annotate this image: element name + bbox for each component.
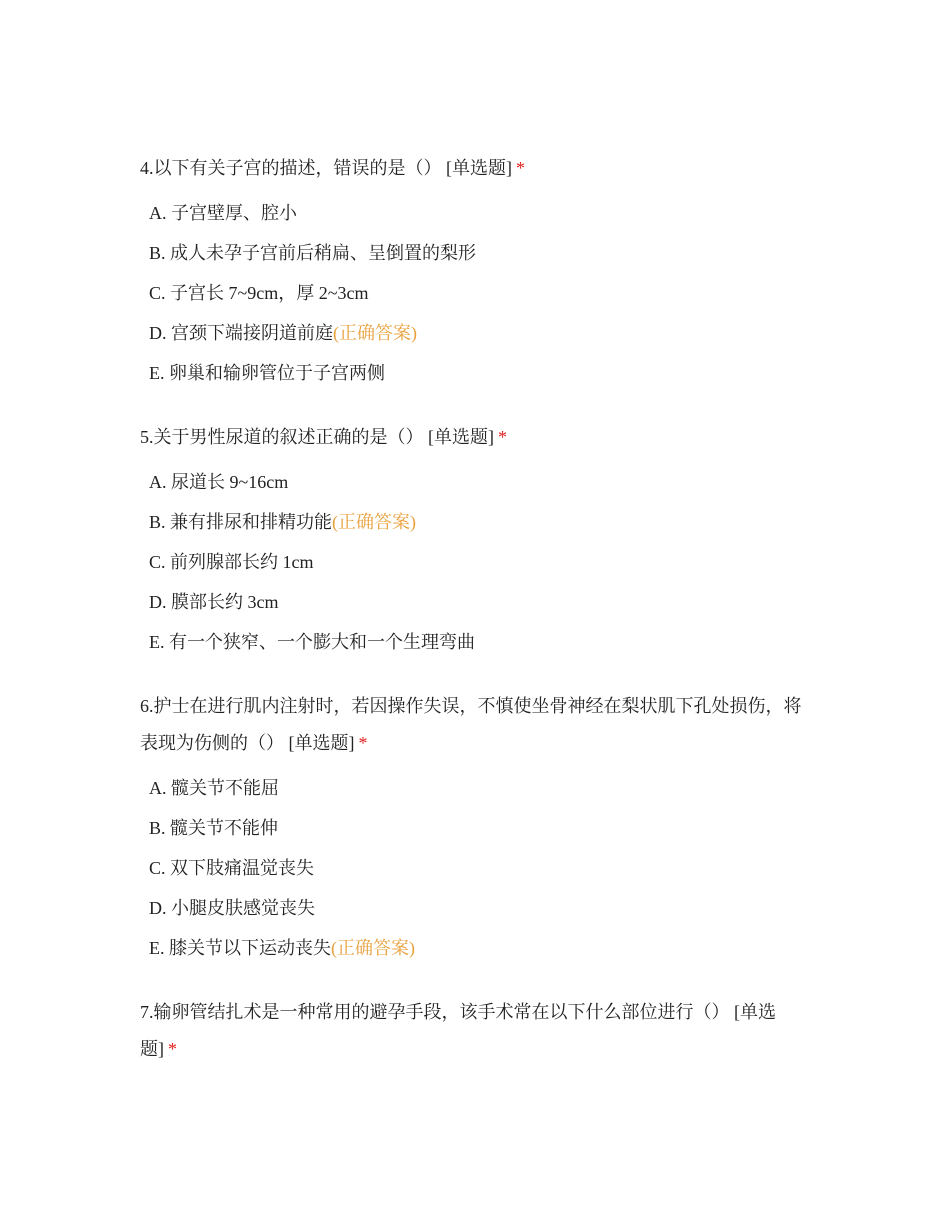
option-list <box>140 462 810 662</box>
question-stem: 7.输卵管结扎术是一种常用的避孕手段，该手术常在以下什么部位进行（） [单选题] * <box>140 1002 776 1059</box>
option-list <box>140 768 810 968</box>
question-5 <box>140 419 810 662</box>
required-mark: * <box>168 1039 177 1059</box>
correct-answer-tag: (正确答案) <box>331 938 415 958</box>
option-e: E. 卵巢和输卵管位于子宫两侧 <box>149 363 385 383</box>
option-b: B. 兼有排尿和排精功能(正确答案) <box>149 512 417 532</box>
correct-answer-tag: (正确答案) <box>333 323 417 343</box>
option-list <box>140 193 810 393</box>
option-c: C. 前列腺部长约 1cm <box>149 552 314 572</box>
question-6 <box>140 688 810 968</box>
required-mark: * <box>358 733 368 753</box>
question-stem: 6.护士在进行肌内注射时，若因操作失误，不慎使坐骨神经在梨状肌下孔处损伤，将表现为伤侧的（） [单选题] * <box>140 696 802 753</box>
question-7 <box>140 994 810 1068</box>
option-a: A. 尿道长 9~16cm <box>149 472 289 492</box>
survey-page <box>140 150 810 1094</box>
question-stem: 4.以下有关子宫的描述，错误的是（） [单选题] * <box>140 158 525 178</box>
question-stem: 5.关于男性尿道的叙述正确的是（） [单选题] * <box>140 427 507 447</box>
option-e: E. 有一个狭窄、一个膨大和一个生理弯曲 <box>149 632 475 652</box>
option-b: B. 成人未孕子宫前后稍扁、呈倒置的梨形 <box>149 243 477 263</box>
required-mark: * <box>498 427 507 447</box>
option-d: D. 膜部长约 3cm <box>149 592 279 612</box>
option-d: D. 小腿皮肤感觉丧失 <box>149 898 315 918</box>
question-4 <box>140 150 810 393</box>
option-a: A. 子宫壁厚、腔小 <box>149 203 297 223</box>
option-d: D. 宫颈下端接阴道前庭(正确答案) <box>149 323 417 343</box>
option-b: B. 髋关节不能伸 <box>149 818 279 838</box>
option-e: E. 膝关节以下运动丧失(正确答案) <box>149 938 415 958</box>
option-c: C. 子宫长 7~9cm，厚 2~3cm <box>149 283 369 303</box>
correct-answer-tag: (正确答案) <box>332 512 417 532</box>
required-mark: * <box>516 158 525 178</box>
option-c: C. 双下肢痛温觉丧失 <box>149 858 315 878</box>
option-a: A. 髋关节不能屈 <box>149 778 279 798</box>
